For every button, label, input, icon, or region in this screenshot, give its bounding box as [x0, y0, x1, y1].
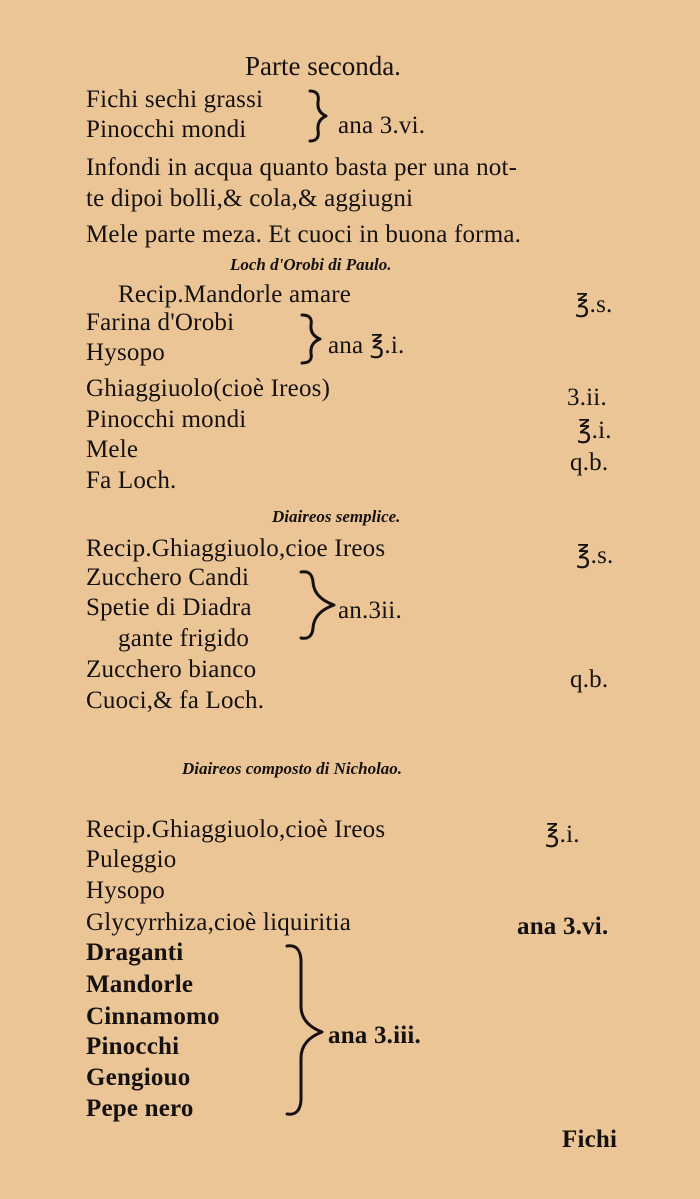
recipe-title: Diaireos composto di Nicholao. — [182, 759, 403, 778]
ingredient: Zucchero Candi — [86, 564, 250, 591]
ingredient: Farina d'Orobi — [86, 309, 235, 336]
ingredient: Pinocchi mondi — [86, 406, 247, 433]
recipe-title: Loch d'Orobi di Paulo. — [230, 255, 392, 274]
ingredient: Spetie di Diadra — [86, 594, 252, 621]
brace-icon — [298, 566, 340, 644]
recipe-line: Recip.Ghiaggiuolo,cioè Ireos — [86, 816, 386, 843]
ingredient: Pepe nero — [86, 1095, 194, 1122]
page-header: Parte seconda. — [245, 51, 401, 81]
ingredient-pinocchi: Pinocchi mondi — [86, 116, 247, 143]
instruction-line: Fa Loch. — [86, 467, 177, 494]
quantity: ana 3.vi. — [517, 913, 609, 940]
ingredient: Pinocchi — [86, 1033, 180, 1060]
ingredient: Cinnamomo — [86, 1003, 220, 1030]
quantity: 3.ii. — [567, 384, 607, 411]
quantity-ana: ana 3.iii. — [328, 1022, 421, 1049]
quantity-ana: ana 3.vi. — [338, 112, 426, 139]
quantity: ℥.i. — [577, 417, 612, 444]
instruction-line: te dipoi bolli,& cola,& aggiugni — [86, 185, 414, 212]
catchword: Fichi — [562, 1126, 618, 1153]
quantity-ana: an.3ii. — [338, 597, 402, 624]
quantity-ana: ana ℥.i. — [328, 332, 405, 359]
quantity: ℥.i. — [545, 821, 580, 848]
ingredient: Zucchero bianco — [86, 656, 257, 683]
ingredient: Draganti — [86, 939, 184, 966]
quantity: ℥.s. — [575, 291, 613, 318]
ingredient: Hysopo — [86, 339, 165, 366]
ingredient: Gengiouo — [86, 1064, 191, 1091]
ingredient: Ghiaggiuolo(cioè Ireos) — [86, 375, 331, 402]
quantity: q.b. — [570, 449, 609, 476]
quantity: q.b. — [570, 666, 609, 693]
quantity: ℥.s. — [576, 542, 614, 569]
brace-icon — [306, 88, 330, 144]
ingredient: Mandorle — [86, 971, 194, 998]
recipe-line: Recip.Mandorle amare — [118, 281, 352, 308]
recipe-title: Diaireos semplice. — [272, 507, 401, 526]
brace-icon — [284, 940, 328, 1120]
ingredient: gante frigido — [118, 625, 250, 652]
ingredient: Mele — [86, 436, 139, 463]
ingredient: Glycyrrhiza,cioè liquiritia — [86, 909, 352, 936]
ingredient-fichi: Fichi sechi grassi — [86, 86, 264, 113]
instruction-line: Infondi in acqua quanto basta per una not- — [86, 154, 518, 181]
recipe-line: Recip.Ghiaggiuolo,cioe Ireos — [86, 535, 386, 562]
ingredient: Hysopo — [86, 877, 165, 904]
brace-icon — [298, 312, 324, 366]
instruction-line: Mele parte meza. Et cuoci in buona forma. — [86, 221, 522, 248]
instruction-line: Cuoci,& fa Loch. — [86, 687, 265, 714]
ingredient: Puleggio — [86, 846, 177, 873]
